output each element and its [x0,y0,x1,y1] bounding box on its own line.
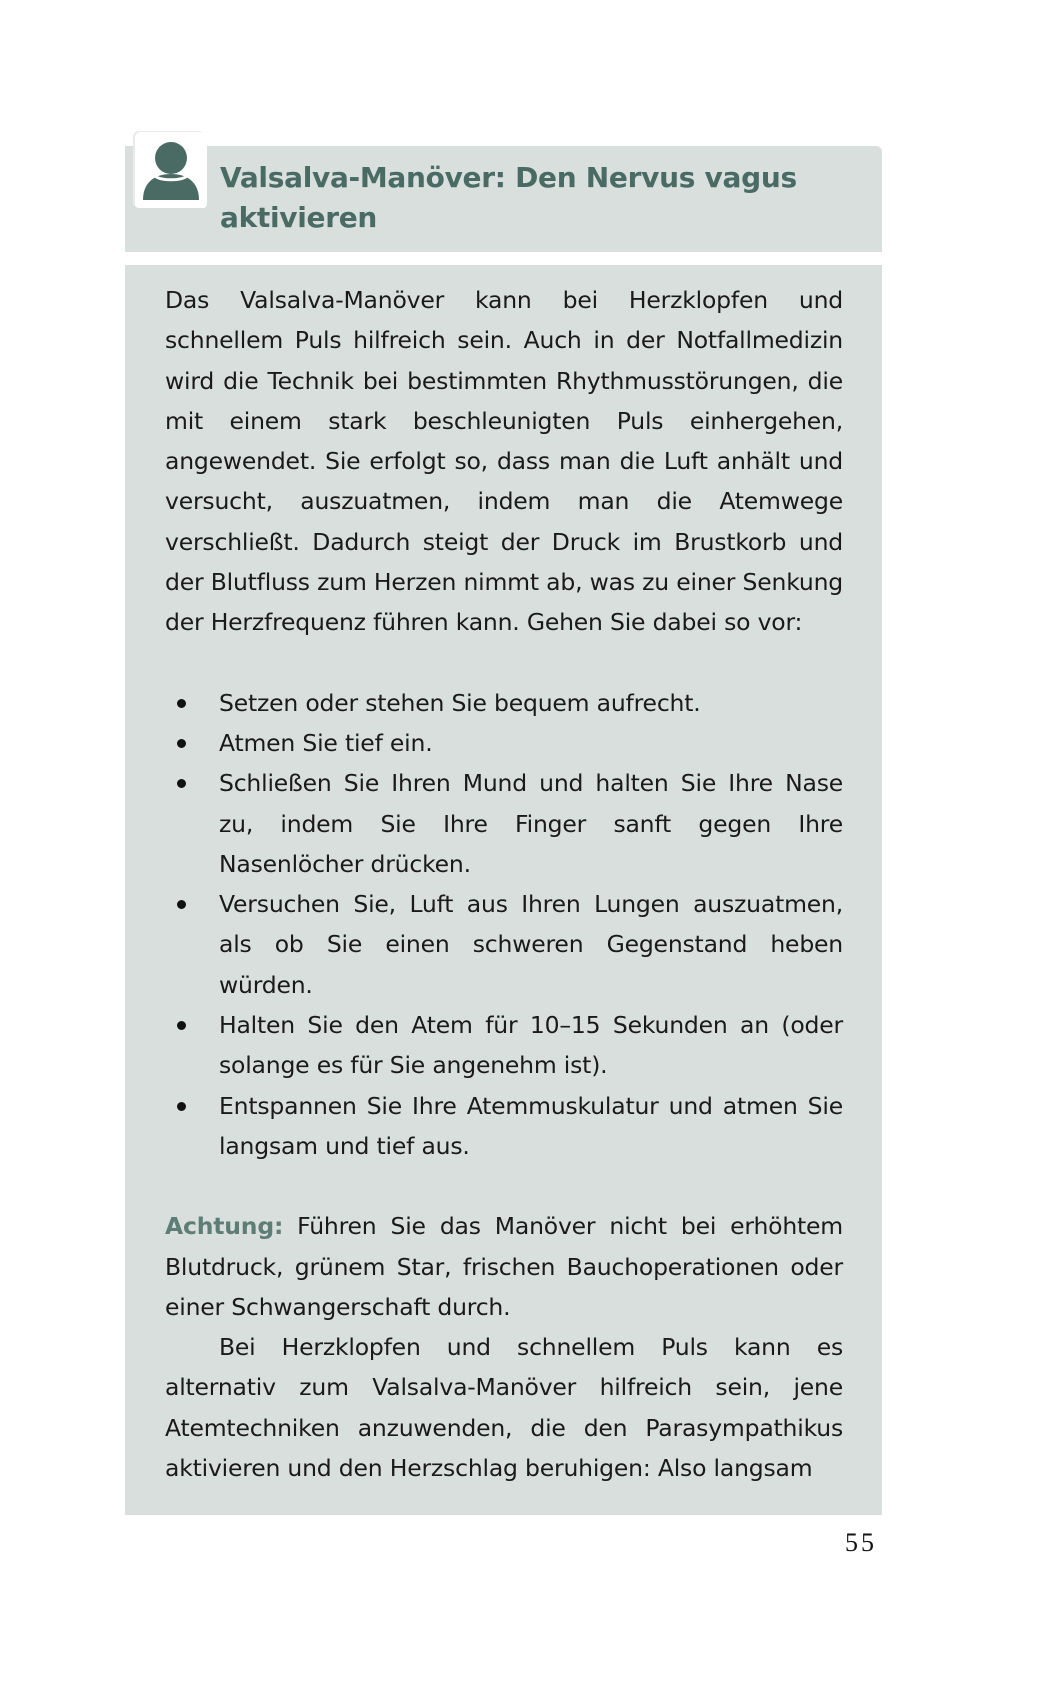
step-text: Versuchen Sie, Luft aus Ihren Lungen auszuatmen, als ob Sie einen schweren Gegenstand heben würden. [219,890,843,999]
bullet-icon [177,1021,186,1030]
step-text: Atmen Sie tief ein. [219,728,433,757]
person-icon-container [135,132,207,208]
list-item [165,1086,843,1167]
box-content [165,280,843,1488]
warning-text: Führen Sie das Manöver nicht bei erhöhtem Blutdruck, grünem Star, frischen Bauchoperationen oder einer Schwangerschaft durch. [165,1212,843,1321]
step-text: Entspannen Sie Ihre Atemmuskulatur und atmen Sie langsam und tief aus. [219,1091,843,1160]
intro-paragraph: Das Valsalva-Manöver kann bei Herzklopfen und schnellem Puls hilfreich sein. Auch in der Notfallmedizin wird die Technik bei bestimmten Rhythmusstörungen, die mit einem stark beschleunigten Puls einhergehen, angewendet. Sie erfolgt so, dass man die Luft anhält und versucht, auszuatmen, indem man die Atemwege verschließt. Dadurch steigt der Druck im Brustkorb und der Blutfluss zum Herzen nimmt ab, was zu einer Senkung der Herzfrequenz führen kann. Gehen Sie dabei so vor: [165,286,843,637]
steps-list [165,683,843,1167]
step-text: Setzen oder stehen Sie bequem aufrecht. [219,688,701,717]
spacer [165,1166,843,1206]
step-text: Schließen Sie Ihren Mund und halten Sie Ihre Nase zu, indem Sie Ihre Finger sanft gegen Ihre Nasenlöcher drücken. [219,769,843,878]
list-item [165,723,843,763]
bullet-icon [177,1102,186,1111]
list-item [165,683,843,723]
warning-label: Achtung: [165,1212,284,1241]
warning-paragraph [165,1206,843,1327]
bullet-icon [177,739,186,748]
box-title: Valsalva-Manöver: Den Nervus vagus aktivieren [220,161,797,234]
spacer [165,643,843,683]
bullet-icon [177,779,186,788]
list-item [165,1005,843,1086]
page-number: 55 [845,1528,877,1557]
step-text: Halten Sie den Atem für 10–15 Sekunden an (oder solange es für Sie angenehm ist). [219,1011,843,1080]
closing-paragraph: Bei Herzklopfen und schnellem Puls kann es alternativ zum Valsalva-Manöver hilfreich sein, jene Atemtechniken anzuwenden, die den Parasympathikus aktivieren und den Herzschlag beruhigen: Also langsam [165,1333,843,1483]
list-item [165,763,843,884]
person-icon [141,140,201,202]
list-item [165,884,843,1005]
bullet-icon [177,699,186,708]
bullet-icon [177,900,186,909]
